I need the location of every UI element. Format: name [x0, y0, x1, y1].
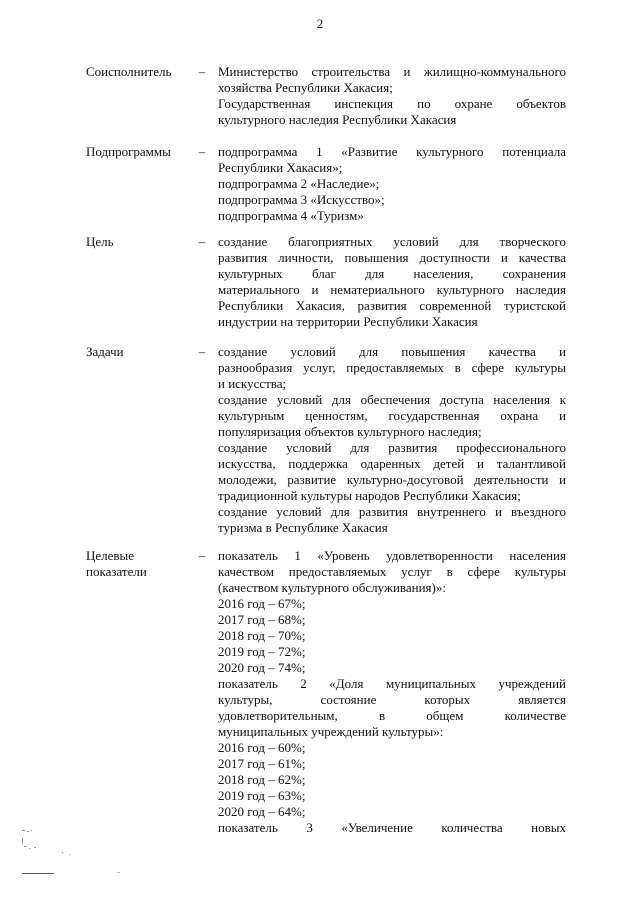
row-content [218, 344, 566, 536]
content-line: 2019 год – 63%; [218, 788, 306, 803]
content-line: культуры, состояние которых является [218, 692, 566, 707]
content-line: 2017 год – 61%; [218, 756, 306, 771]
content-line: Государственная инспекция по охране объектов [218, 96, 566, 111]
row-label-line: Цель [86, 234, 114, 249]
content-line: искусства, поддержка одаренных детей и талантливой [218, 456, 566, 471]
content-line: материального и нематериального культурного наследия [218, 282, 566, 297]
row-content [218, 234, 566, 330]
content-line: подпрограмма 1 «Развитие культурного потенциала [218, 144, 566, 159]
page-number: 2 [316, 16, 324, 31]
row-label [86, 548, 194, 580]
row-label-line: показатели [86, 564, 147, 579]
content-line: традиционной культуры народов Республики Хакасия; [218, 488, 521, 503]
content-line: создание условий для повышения качества и [218, 344, 566, 359]
content-line: Министерство строительства и жилищно-коммунального [218, 64, 566, 79]
row-label-line: Целевые [86, 548, 135, 563]
row-label [86, 344, 194, 360]
content-line: удовлетворительным, в общем количестве [218, 708, 566, 723]
content-line: создание условий для развития внутреннего и въездного [218, 504, 566, 519]
content-line: культурного наследия Республики Хакасия [218, 112, 457, 127]
content-line: создание условий для обеспечения доступа населения к [218, 392, 566, 407]
content-line: показатель 2 «Доля муниципальных учреждений [218, 676, 566, 691]
content-line: 2019 год – 72%; [218, 644, 306, 659]
row-dash: – [198, 344, 206, 359]
content-line: Республики Хакасия, развития современной туристской [218, 298, 566, 313]
content-line: разнообразия услуг, предоставляемых в сфере культуры [218, 360, 566, 375]
content-line: 2018 год – 62%; [218, 772, 306, 787]
content-line: 2016 год – 67%; [218, 596, 306, 611]
content-line: 2020 год – 64%; [218, 804, 306, 819]
row-content [218, 64, 566, 128]
scan-registration-mark [22, 828, 132, 880]
content-line: создание условий для развития профессионального [218, 440, 566, 455]
content-line: показатель 3 «Увеличение количества новых [218, 820, 566, 835]
row-label [86, 234, 194, 250]
content-line: 2017 год – 68%; [218, 612, 306, 627]
content-line: муниципальных учреждений культуры»: [218, 724, 444, 739]
content-line: подпрограмма 3 «Искусство»; [218, 192, 385, 207]
content-line: 2016 год – 60%; [218, 740, 306, 755]
content-line: 2020 год – 74%; [218, 660, 306, 675]
content-line: хозяйства Республики Хакасия; [218, 80, 393, 95]
content-line: индустрии на территории Республики Хакасия [218, 314, 478, 329]
row-content [218, 144, 566, 224]
row-label-line: Подпрограммы [86, 144, 171, 159]
row-label [86, 144, 194, 160]
content-line: подпрограмма 2 «Наследие»; [218, 176, 380, 191]
content-line: туризма в Республике Хакасия [218, 520, 388, 535]
row-dash: – [198, 64, 206, 79]
content-line: показатель 1 «Уровень удовлетворенности населения [218, 548, 566, 563]
row-dash: – [198, 144, 206, 159]
content-line: Республики Хакасия»; [218, 160, 343, 175]
row-label-line: Задачи [86, 344, 124, 359]
row-content [218, 548, 566, 836]
content-line: и искусства; [218, 376, 287, 391]
content-line: развития личности, повышения доступности и качества [218, 250, 566, 265]
content-line: культурным ценностям, государственная охрана и [218, 408, 566, 423]
row-dash: – [198, 234, 206, 249]
content-line: культурных благ для населения, сохранения [218, 266, 566, 281]
content-line: качеством предоставляемых услуг в сфере культуры [218, 564, 566, 579]
row-label [86, 64, 194, 80]
content-line: создание благоприятных условий для творческого [218, 234, 566, 249]
content-line: популяризация объектов культурного наследия; [218, 424, 482, 439]
row-label-line: Соисполнитель [86, 64, 172, 79]
row-dash: – [198, 548, 206, 563]
content-line: молодежи, развитие культурно-досуговой деятельности и [218, 472, 566, 487]
content-line: (качеством культурного обслуживания)»: [218, 580, 446, 595]
content-line: подпрограмма 4 «Туризм» [218, 208, 364, 223]
content-line: 2018 год – 70%; [218, 628, 306, 643]
